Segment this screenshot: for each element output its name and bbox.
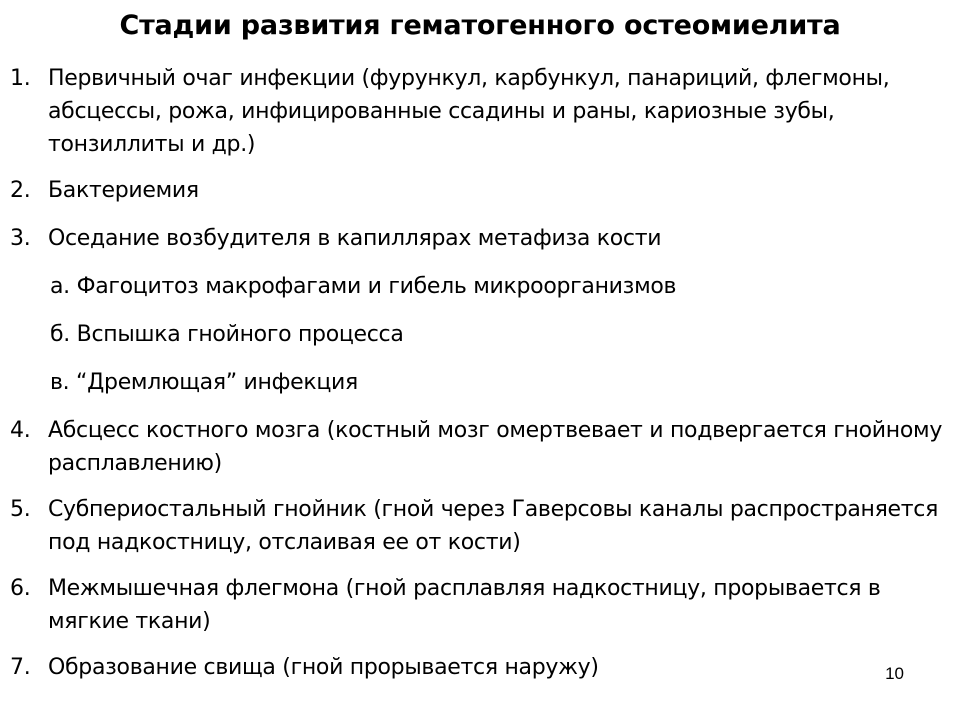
item-number: 5. bbox=[10, 497, 31, 522]
item-text: Образование свища (гной прорывается наружу) bbox=[48, 655, 599, 680]
sub-item-b bbox=[10, 318, 950, 351]
item-number: 3. bbox=[10, 226, 31, 251]
slide-title: Стадии развития гематогенного остеомиелита bbox=[119, 10, 841, 41]
item-text: Оседание возбудителя в капиллярах метафиза кости bbox=[48, 226, 662, 251]
sub-item-text: в. “Дремлющая” инфекция bbox=[50, 370, 358, 395]
sub-item-a bbox=[10, 270, 950, 303]
item-number: 2. bbox=[10, 178, 31, 203]
item-number: 4. bbox=[10, 418, 31, 443]
item-text: Абсцесс костного мозга (костный мозг омертвевает и подвергается гнойному расплавлению) bbox=[48, 418, 943, 476]
item-number: 6. bbox=[10, 576, 31, 601]
stages-list bbox=[10, 62, 950, 684]
sub-item-text: а. Фагоцитоз макрофагами и гибель микроорганизмов bbox=[50, 274, 677, 299]
sub-item-c bbox=[10, 366, 950, 399]
list-item-2 bbox=[10, 174, 950, 207]
list-item-6 bbox=[10, 572, 950, 638]
item-number: 7. bbox=[10, 655, 31, 680]
list-item-1 bbox=[10, 62, 950, 161]
page-number: 10 bbox=[885, 664, 904, 683]
item-number: 1. bbox=[10, 66, 31, 91]
list-item-7 bbox=[10, 651, 950, 684]
sub-item-text: б. Вспышка гнойного процесса bbox=[50, 322, 404, 347]
item-text: Межмышечная флегмона (гной расплавляя надкостницу, прорывается в мягкие ткани) bbox=[48, 576, 881, 634]
list-item-3 bbox=[10, 222, 950, 255]
item-text: Субпериостальный гнойник (гной через Гаверсовы каналы распространяется под надкостницу, отслаивая ее от кости) bbox=[48, 497, 939, 555]
list-item-4 bbox=[10, 414, 950, 480]
list-item-5 bbox=[10, 493, 950, 559]
item-text: Бактериемия bbox=[48, 178, 199, 203]
item-text: Первичный очаг инфекции (фурункул, карбункул, панариций, флегмоны, абсцессы, рожа, инфицированные ссадины и раны, кариозные зубы, тонзиллиты и др.) bbox=[48, 66, 890, 157]
